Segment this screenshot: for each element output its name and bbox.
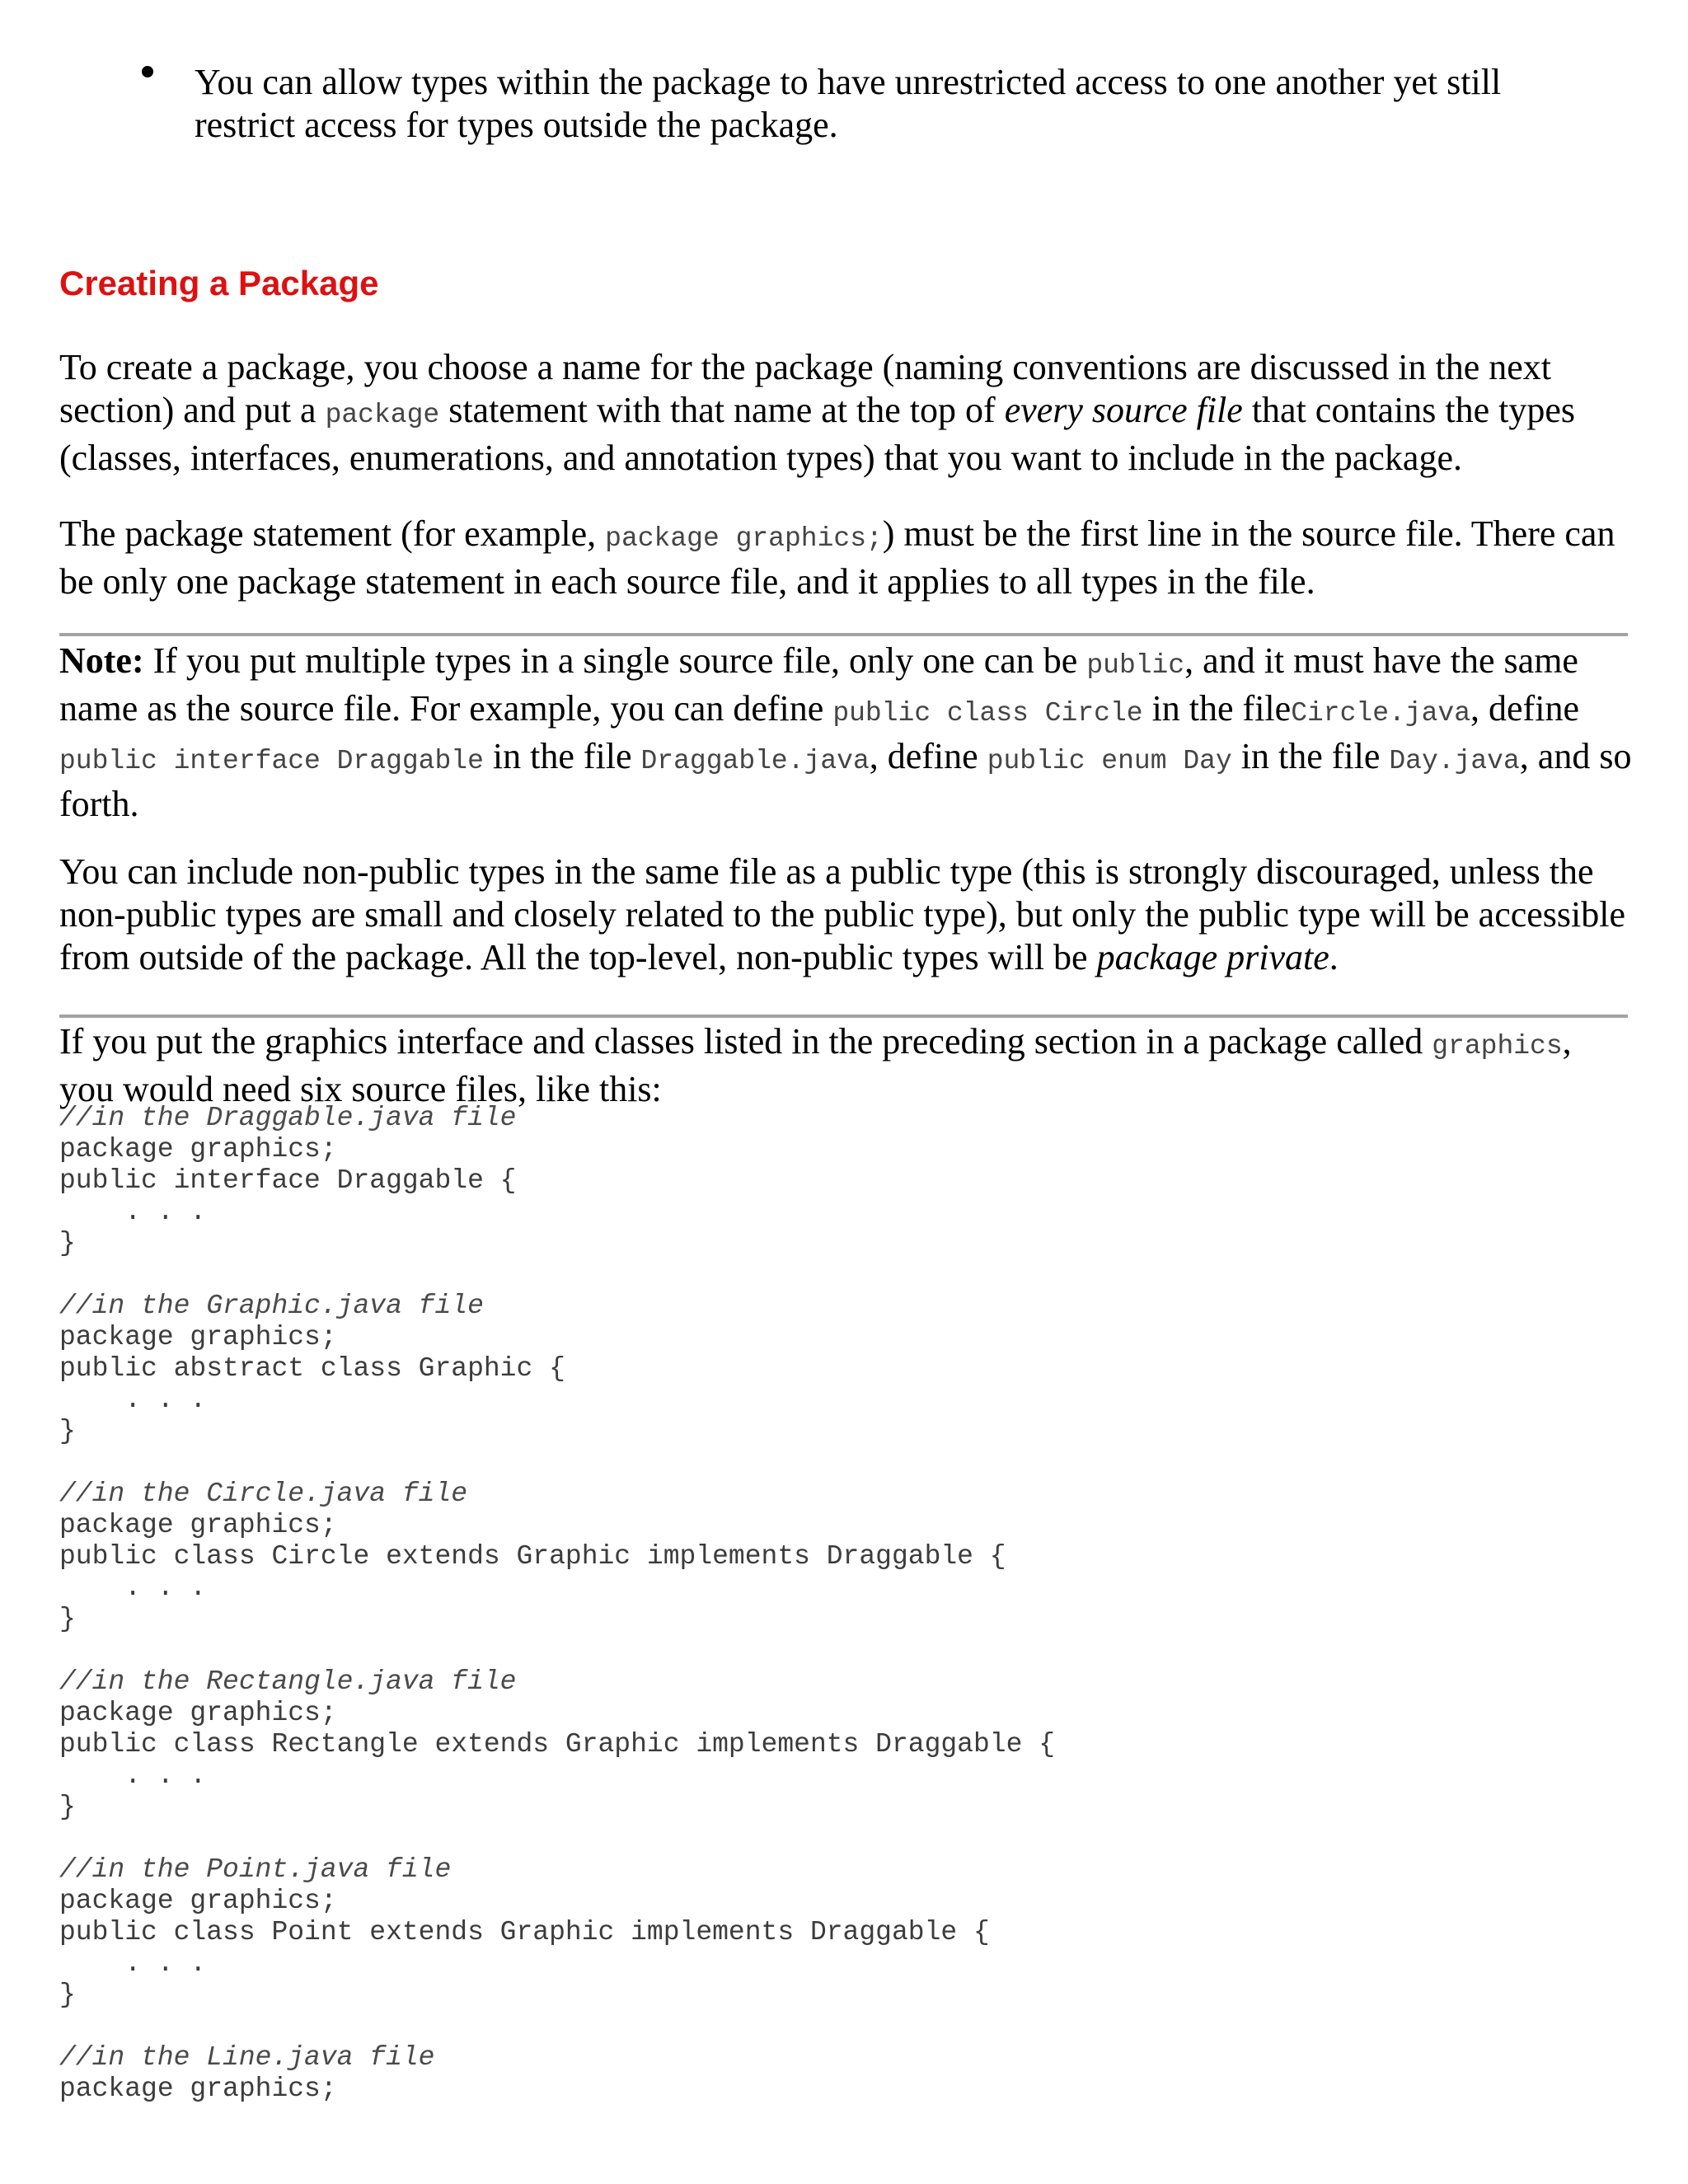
paragraph-create-package [59, 346, 1634, 480]
bullet-dot-icon [142, 66, 153, 77]
code-line: } [59, 1604, 76, 1634]
code-comment: //in the Graphic.java file [59, 1291, 484, 1321]
inline-code: package graphics; [605, 523, 883, 554]
text-run: If you put the graphics interface and classes listed in the preceding section in a package called [59, 1021, 1432, 1062]
text-run: in the file [1231, 736, 1390, 776]
text-run: , define [1470, 688, 1579, 729]
code-line: } [59, 1792, 76, 1822]
paragraph-six-files [59, 1020, 1634, 1111]
code-comment: //in the Rectangle.java file [59, 1666, 517, 1697]
inline-code: public [1086, 650, 1185, 681]
code-line: . . . [59, 1385, 207, 1415]
paragraph-package-statement [59, 513, 1634, 603]
code-comment: //in the Point.java file [59, 1854, 452, 1885]
inline-code: Draggable.java [640, 746, 870, 776]
inline-code: public interface Draggable [59, 746, 484, 776]
code-line: } [59, 1416, 76, 1446]
text-run: You can include non-public types in the same file as a public type (this is strongly discouraged, unless the non-public types are small and closely related to the public type), but only the public type will be accessible from outside of the package. All the top-level, non-public types will be [59, 851, 1626, 977]
code-line: package graphics; [59, 1510, 337, 1540]
emphasis-text: package private [1096, 937, 1329, 977]
code-comment: //in the Line.java file [59, 2042, 435, 2073]
inline-code: public class Circle [832, 698, 1143, 729]
inline-code: Circle.java [1291, 698, 1471, 729]
inline-code: Day.java [1389, 746, 1520, 776]
text-run: , and so forth. [59, 736, 1632, 824]
code-line: public class Circle extends Graphic implements Draggable { [59, 1541, 1006, 1572]
text-run: , and it must have the same name as the source file. For example, you can define [59, 640, 1578, 729]
text-run: , define [869, 736, 987, 776]
code-line: . . . [59, 1197, 207, 1227]
text-run: ) must be the first line in the source file. There can be only one package statement in each source file, and it applies to all types in the file. [59, 513, 1615, 602]
text-run: in the file [483, 736, 641, 776]
code-listing [59, 1103, 1055, 2105]
text-run: If you put multiple types in a single source file, only one can be [143, 640, 1087, 681]
text-run: The package statement (for example, [59, 513, 606, 554]
code-line: . . . [59, 1572, 207, 1603]
code-line: package graphics; [59, 1134, 337, 1165]
code-line: public interface Draggable { [59, 1165, 517, 1196]
code-line: package graphics; [59, 1322, 337, 1352]
code-line: . . . [59, 1760, 207, 1791]
code-line: package graphics; [59, 1886, 337, 1916]
note-paragraph-nonpublic [59, 851, 1634, 979]
code-line: package graphics; [59, 1698, 337, 1728]
inline-code: package [325, 400, 440, 430]
code-line: public abstract class Graphic { [59, 1353, 565, 1384]
code-line: package graphics; [59, 2074, 337, 2104]
note-paragraph [59, 640, 1634, 826]
text-run: . [1329, 937, 1339, 977]
bullet-text: You can allow types within the package to have unrestricted access to one another yet still restrict access for types outside the package. [195, 62, 1502, 145]
code-line: public class Point extends Graphic implements Draggable { [59, 1917, 990, 1947]
code-line: } [59, 1980, 76, 2010]
code-line: . . . [59, 1948, 207, 1979]
section-heading: Creating a Package [59, 264, 379, 302]
note-bottom-divider [59, 1015, 1628, 1018]
text-run: , you would need six source files, like this: [59, 1021, 1572, 1109]
code-line: public class Rectangle extends Graphic implements Draggable { [59, 1729, 1055, 1760]
code-comment: //in the Draggable.java file [59, 1103, 517, 1133]
code-line: } [59, 1228, 76, 1258]
note-top-divider [59, 633, 1628, 636]
inline-code: graphics [1432, 1031, 1563, 1062]
code-comment: //in the Circle.java file [59, 1479, 468, 1509]
note-label: Note: [59, 640, 144, 681]
inline-code: public enum Day [987, 746, 1232, 776]
text-run: in the file [1142, 688, 1292, 729]
emphasis-text: every source file [1004, 390, 1243, 430]
text-run: statement with that name at the top of [439, 390, 1005, 430]
text-run: To create a package, you choose a name for the package (naming conventions are discussed in the next section) and put a [59, 347, 1551, 430]
text-run: that contains the types (classes, interfaces, enumerations, and annotation types) that you want to include in the package. [59, 390, 1576, 478]
